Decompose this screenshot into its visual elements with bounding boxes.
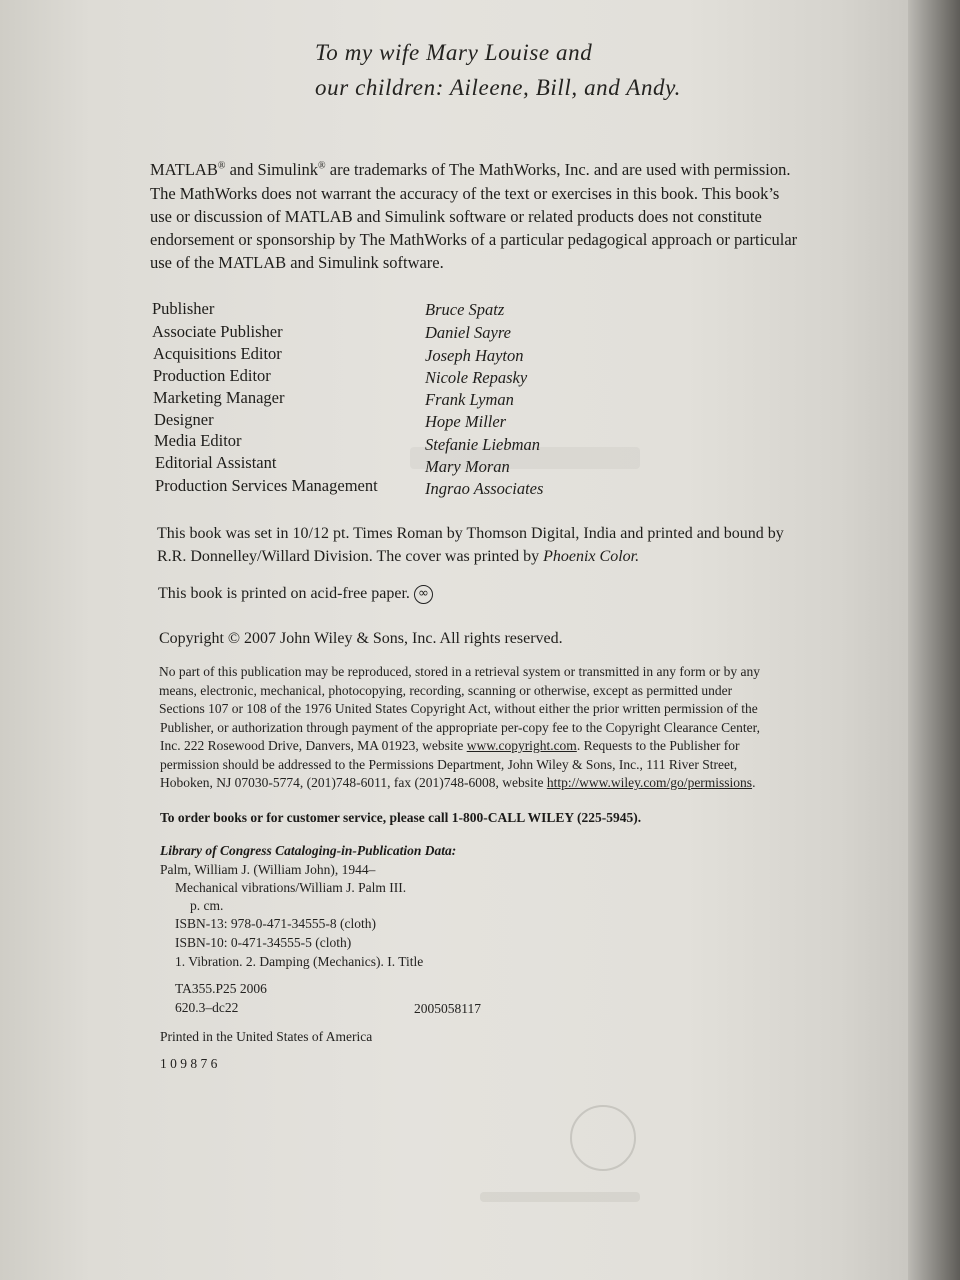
credit-name-marketing-manager: Frank Lyman — [425, 390, 514, 409]
copyright-paragraph-line-6: permission should be addressed to the Permissions Department, John Wiley & Sons, Inc., 111 River Street, — [160, 757, 738, 772]
printed-in: Printed in the United States of America — [160, 1029, 373, 1044]
trademark-line-1 — [150, 160, 790, 180]
credit-role-designer: Designer — [154, 410, 214, 429]
matlab-text: MATLAB — [150, 160, 218, 179]
registered-mark: ® — [318, 160, 326, 172]
period-text: . — [752, 775, 756, 790]
credit-role-acquisitions-editor: Acquisitions Editor — [153, 344, 282, 363]
cip-isbn10: ISBN-10: 0-471-34555-5 (cloth) — [175, 935, 352, 950]
infinity-icon: ∞ — [414, 585, 433, 604]
cip-lcc: TA355.P25 2006 — [175, 981, 267, 996]
cip-lccn: 2005058117 — [414, 1001, 481, 1016]
credit-name-production-editor: Nicole Repasky — [425, 368, 528, 387]
credit-name-editorial-assistant: Mary Moran — [425, 457, 510, 476]
credit-role-associate-publisher: Associate Publisher — [152, 322, 283, 341]
show-through-imprint — [480, 1192, 640, 1202]
trademark-line-5: use of the MATLAB and Simulink software. — [150, 253, 444, 272]
print-line: 1 0 9 8 7 6 — [160, 1056, 218, 1071]
copyright-address-text: Inc. 222 Rosewood Drive, Danvers, MA 01923, website — [160, 738, 467, 753]
wiley-permissions-link[interactable]: http://www.wiley.com/go/permissions — [546, 775, 753, 790]
credit-name-acquisitions-editor: Joseph Hayton — [425, 346, 524, 365]
cip-ddc: 620.3–dc22 — [175, 1000, 239, 1015]
copyright-paragraph-line-4: Publisher, or authorization through payment of the appropriate per-copy fee to the Copyright Clearance Center, — [160, 720, 760, 735]
trademark-line-3: use or discussion of MATLAB and Simulink software or related products does not constitute — [150, 207, 762, 226]
registered-mark: ® — [217, 160, 226, 172]
simulink-text: and Simulink — [225, 160, 319, 179]
credit-name-production-services: Ingrao Associates — [425, 479, 544, 498]
copyright-paragraph-line-2: means, electronic, mechanical, photocopying, recording, scanning or otherwise, except as permitted under — [159, 683, 733, 698]
typeset-line-2 — [157, 548, 639, 566]
credit-role-publisher: Publisher — [152, 299, 215, 318]
acid-free-statement — [158, 585, 433, 604]
trademark-statement: are trademarks of The MathWorks, Inc. and are used with permission. — [325, 160, 791, 179]
typeset-line-1: This book was set in 10/12 pt. Times Roman by Thomson Digital, India and printed and bound by — [157, 525, 784, 542]
credit-role-marketing-manager: Marketing Manager — [153, 388, 285, 407]
credit-role-production-editor: Production Editor — [153, 366, 271, 385]
show-through-logo-icon — [570, 1105, 636, 1171]
trademark-line-4: endorsement or sponsorship by The MathWorks of a particular pedagogical approach or particular — [150, 230, 798, 249]
copyright-paragraph-line-1: No part of this publication may be reproduced, stored in a retrieval system or transmitted in any form or by any — [159, 664, 760, 679]
credit-name-associate-publisher: Daniel Sayre — [425, 323, 511, 342]
dedication-line-1: To my wife Mary Louise and — [315, 40, 593, 65]
copyright-paragraph-line-3: Sections 107 or 108 of the 1976 United States Copyright Act, without either the prior written permission of the — [159, 701, 758, 716]
copyright-line: Copyright © 2007 John Wiley & Sons, Inc. All rights reserved. — [159, 630, 563, 647]
credit-role-editorial-assistant: Editorial Assistant — [155, 453, 277, 472]
typeset-printer-text: R.R. Donnelley/Willard Division. The cover was printed by — [157, 548, 544, 565]
copyright-website-link[interactable]: www.copyright.com — [466, 738, 577, 753]
credit-role-media-editor: Media Editor — [154, 431, 242, 450]
cip-author: Palm, William J. (William John), 1944– — [160, 862, 376, 877]
credit-role-production-services: Production Services Management — [155, 476, 378, 495]
acid-free-text: This book is printed on acid-free paper. — [158, 585, 410, 603]
page-edge-shadow — [908, 0, 960, 1280]
dedication-line-2: our children: Aileene, Bill, and Andy. — [315, 75, 682, 100]
cip-isbn13: ISBN-13: 978-0-471-34555-8 (cloth) — [175, 916, 376, 931]
cip-title: Mechanical vibrations/William J. Palm III. — [175, 880, 407, 895]
cip-subjects: 1. Vibration. 2. Damping (Mechanics). I. Title — [175, 954, 424, 969]
copyright-requests-text: . Requests to the Publisher for — [576, 738, 740, 753]
credit-name-publisher: Bruce Spatz — [425, 300, 505, 319]
cover-printer-name: Phoenix Color. — [543, 548, 640, 565]
cip-pcm: p. cm. — [190, 898, 224, 913]
copyright-paragraph-line-7 — [160, 775, 755, 791]
trademark-line-2: The MathWorks does not warrant the accuracy of the text or exercises in this book. This book’s — [150, 184, 780, 203]
cip-heading: Library of Congress Cataloging-in-Publication Data: — [160, 843, 457, 858]
credit-name-media-editor: Stefanie Liebman — [425, 435, 541, 454]
wiley-address-text: Hoboken, NJ 07030-5774, (201)748-6011, fax (201)748-6008, website — [160, 775, 547, 790]
copyright-paragraph-line-5 — [160, 738, 740, 754]
credit-name-designer: Hope Miller — [425, 412, 507, 431]
order-info: To order books or for customer service, please call 1-800-CALL WILEY (225-5945). — [160, 810, 642, 825]
